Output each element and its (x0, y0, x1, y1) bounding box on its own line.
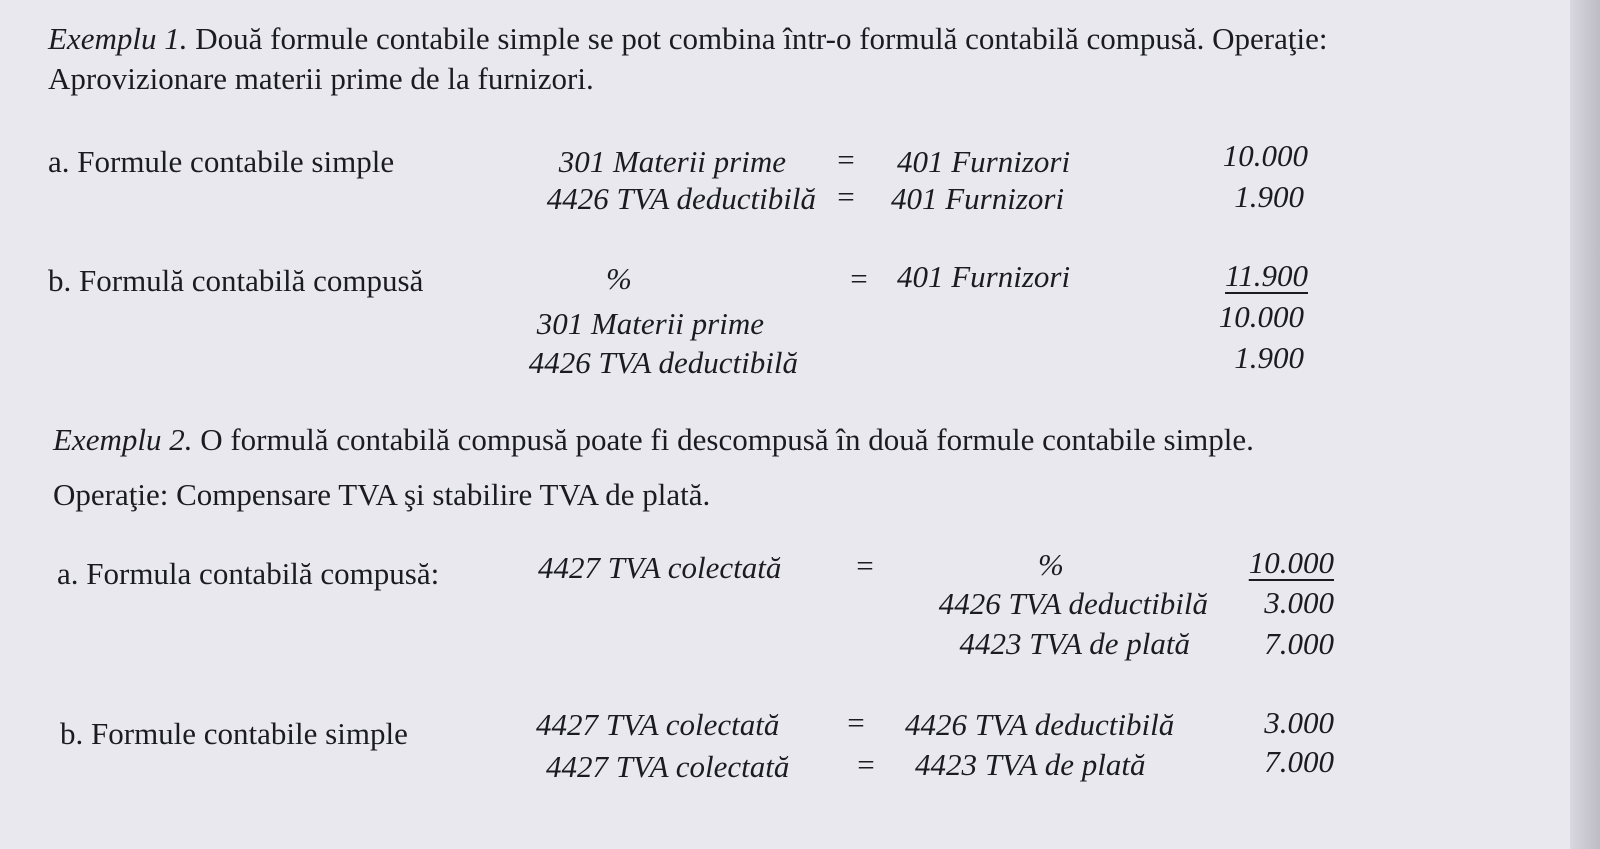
ex2-b-credit-2: 4423 TVA de plată (915, 747, 1146, 782)
ex2-heading: Exemplu 2. (53, 422, 193, 457)
ex1-a-label: a. Formule contabile simple (48, 144, 395, 179)
ex2-b-amount-1: 3.000 (1264, 705, 1334, 740)
ex1-b-amount-2: 1.900 (1234, 340, 1304, 375)
ex2-a-percent: % (1038, 547, 1064, 582)
ex1-a-debit-1: 301 Materii prime (558, 144, 786, 179)
ex1-b-label: b. Formulă contabilă compusă (48, 263, 424, 298)
ex2-a-label: a. Formula contabilă compusă: (57, 556, 440, 591)
ex1-intro-line2: Aprovizionare materii prime de la furnizori. (48, 61, 594, 96)
ex1-a-eq-2: = (837, 179, 855, 214)
ex1-b-debit-2: 4426 TVA deductibilă (528, 345, 798, 380)
ex1-a-debit-2: 4426 TVA deductibilă (546, 181, 816, 216)
ex1-b-credit: 401 Furnizori (897, 259, 1071, 294)
ex1-a-amount-2: 1.900 (1234, 179, 1304, 214)
ex2-text: O formulă contabilă compusă poate fi descompusă în două formule contabile simple. (192, 422, 1254, 457)
ex1-b-total: 11.900 (1225, 258, 1308, 293)
ex1-a-eq-1: = (837, 142, 855, 177)
ex2-a-eq: = (856, 548, 874, 583)
ex1-a-credit-2: 401 Furnizori (891, 181, 1065, 216)
ex1-b-amount-1: 10.000 (1218, 299, 1304, 334)
ex2-a-credit-1: 4426 TVA deductibilă (938, 586, 1208, 621)
ex2-b-amount-2: 7.000 (1264, 744, 1334, 779)
ex1-a-amount-1: 10.000 (1222, 138, 1308, 173)
ex1-a-credit-1: 401 Furnizori (897, 144, 1071, 179)
ex2-a-amount-1: 3.000 (1264, 585, 1334, 620)
ex1-heading: Exemplu 1. (48, 21, 188, 56)
ex1-b-debit-1: 301 Materii prime (536, 306, 764, 341)
ex2-b-credit-1: 4426 TVA deductibilă (905, 707, 1175, 742)
ex1-b-percent: % (606, 261, 632, 296)
ex2-b-eq-1: = (847, 705, 865, 740)
page-edge (1570, 0, 1600, 849)
ex1-intro-line1 (48, 20, 1327, 58)
ex2-a-debit: 4427 TVA colectată (538, 550, 782, 585)
ex2-b-debit-2: 4427 TVA colectată (546, 749, 790, 784)
ex1-text: Două formule contabile simple se pot combina într-o formulă contabilă compusă. Operaţie: (187, 21, 1328, 56)
ex2-a-credit-2: 4423 TVA de plată (959, 626, 1190, 661)
ex2-b-eq-2: = (857, 747, 875, 782)
ex2-a-amount-2: 7.000 (1264, 626, 1334, 661)
ex2-b-debit-1: 4427 TVA colectată (536, 707, 780, 742)
ex2-a-total: 10.000 (1248, 545, 1334, 580)
ex2-intro-line1 (53, 421, 1560, 459)
ex2-b-label: b. Formule contabile simple (60, 716, 408, 751)
ex1-b-eq: = (850, 261, 868, 296)
ex2-intro-line2: Operaţie: Compensare TVA şi stabilire TVA de plată. (53, 477, 711, 512)
